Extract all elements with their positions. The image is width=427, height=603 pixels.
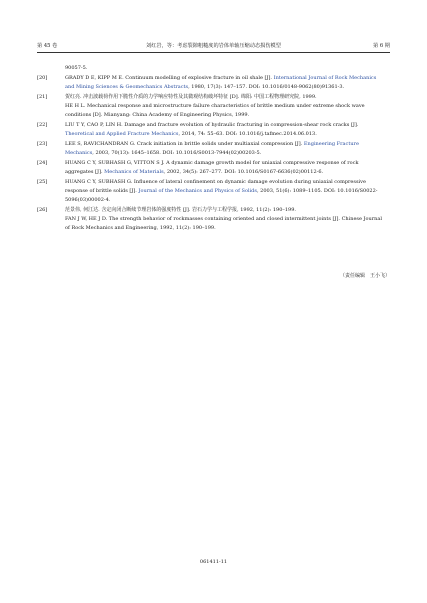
journal-link[interactable]: and Mining Sciences & Geomechanics Abstracts	[65, 84, 189, 90]
issue-label: 第 6 期	[373, 43, 390, 49]
reference-line	[65, 83, 390, 92]
reference-line	[65, 74, 390, 83]
journal-link[interactable]: Mechanics	[65, 149, 93, 156]
reference-item	[37, 140, 390, 158]
journal-link[interactable]: Journal of the Mechanics and Physics of Solids	[138, 187, 257, 194]
responsible-editor: （责任编辑 王小飞）	[339, 273, 390, 279]
reference-item	[37, 159, 390, 177]
reference-text: GRADY D E, KIPP M E. Continuum modelling of explosive fracture in oil shale [J].	[65, 75, 274, 82]
reference-item	[37, 93, 390, 120]
reference-line	[65, 168, 390, 177]
reference-item	[37, 74, 390, 92]
journal-link[interactable]: Mechanics of Materials	[104, 168, 164, 175]
reference-text: LIU T Y, CAO P, LIN H. Damage and fracture evolution of hydraulic fracturing in compression-shear rock cracks [J].	[65, 122, 359, 128]
reference-text: , 2002, 34(5): 267–277. DOI: 10.1016/S0167-6636(02)00112-6.	[163, 168, 324, 175]
reference-continuation	[37, 64, 390, 73]
reference-line	[65, 149, 390, 158]
reference-text: LEE S, RAVICHANDRAN G. Crack initiation in brittle solids under multiaxial compression [J].	[65, 141, 304, 147]
reference-line	[65, 224, 390, 233]
reference-line	[65, 178, 390, 187]
reference-number: [24]	[37, 160, 48, 166]
reference-text: aggregates [J].	[65, 168, 105, 175]
reference-line	[65, 159, 390, 168]
header-rule	[37, 52, 390, 53]
reference-entries	[37, 74, 390, 233]
reference-text: HUANG C Y, SUBHASH G, VITTON S J. A dynamic damage growth model for uniaxial compressive response of rock	[65, 160, 359, 166]
continuation-text: 90057-5.	[65, 65, 88, 71]
reference-line	[65, 102, 390, 111]
reference-line	[65, 196, 390, 205]
reference-text: 范景伟, 何江达. 含定向闭合断续节理岩体的强度特性 [J]. 岩石力学与工程学报, 1992, 11(2): 190–199.	[65, 206, 297, 213]
reference-line	[65, 111, 390, 120]
reference-text: of Rock Mechanics and Engineering, 1992, 11(2): 190–199.	[65, 224, 216, 231]
reference-line	[65, 187, 390, 196]
journal-link[interactable]: International Journal of Rock Mechanics	[273, 75, 377, 82]
reference-text: HUANG C Y, SUBHASH G. Influence of lateral confinement on dynamic damage evolution during uniaxial compressive	[65, 179, 366, 185]
journal-link[interactable]: Engineering Fracture	[303, 141, 359, 147]
reference-number: [25]	[37, 179, 48, 185]
reference-number: [22]	[37, 122, 48, 128]
reference-text: , 2014, 74: 55–63. DOI: 10.1016/j.tafmec.2014.06.013.	[178, 130, 317, 137]
volume-label: 第 45 卷	[37, 43, 58, 49]
reference-text: , 2003, 51(6): 1089–1105. DOI: 10.1016/S0022-	[256, 187, 378, 194]
reference-item	[37, 178, 390, 205]
reference-item	[37, 121, 390, 139]
reference-list	[37, 64, 390, 234]
reference-line	[65, 215, 390, 224]
running-header	[37, 41, 390, 51]
reference-text: conditions [D]. Mianyang: China Academy of Engineering Physics, 1999.	[65, 111, 250, 118]
reference-line	[65, 130, 390, 139]
reference-text: 贺红亮. 冲击波载荷作用下脆性介质的力学响应特性及其微观结构破坏特征 [D]. 绵阳: 中国工程物理研究院, 1999.	[65, 94, 317, 101]
reference-line	[65, 121, 390, 130]
page-number: 061411-11	[199, 559, 228, 565]
reference-text: response of brittle solids [J].	[65, 187, 139, 194]
reference-number: [23]	[37, 141, 48, 147]
reference-line	[65, 93, 390, 102]
reference-text: FAN J W, HE J D. The strength behavior of rockmasses containing oriented and closed intermittent joints [J]. Chinese Journal	[65, 215, 382, 222]
reference-item	[37, 206, 390, 233]
reference-line	[65, 140, 390, 149]
reference-number: [26]	[37, 206, 48, 213]
reference-text: , 1980, 17(3): 147–157. DOI: 10.1016/0148-9062(80)91361-3.	[188, 84, 345, 90]
reference-line	[65, 206, 390, 215]
reference-text: 5096(03)00002-4.	[65, 196, 111, 203]
reference-number: [20]	[37, 75, 48, 82]
reference-text: , 2003, 70(13): 1645–1658. DOI: 10.1016/S0013-7944(02)00203-5.	[92, 149, 262, 156]
journal-link[interactable]: Theoretical and Applied Fracture Mechanics	[65, 130, 179, 137]
running-title: 刘红岩，等：考虑裂隙粗糙度的岩体单轴压缩动态损伤模型	[146, 43, 281, 49]
reference-number: [21]	[37, 94, 48, 101]
reference-text: HE H L. Mechanical response and microstructure failure characteristics of brittle medium under extreme shock wave	[65, 103, 365, 109]
